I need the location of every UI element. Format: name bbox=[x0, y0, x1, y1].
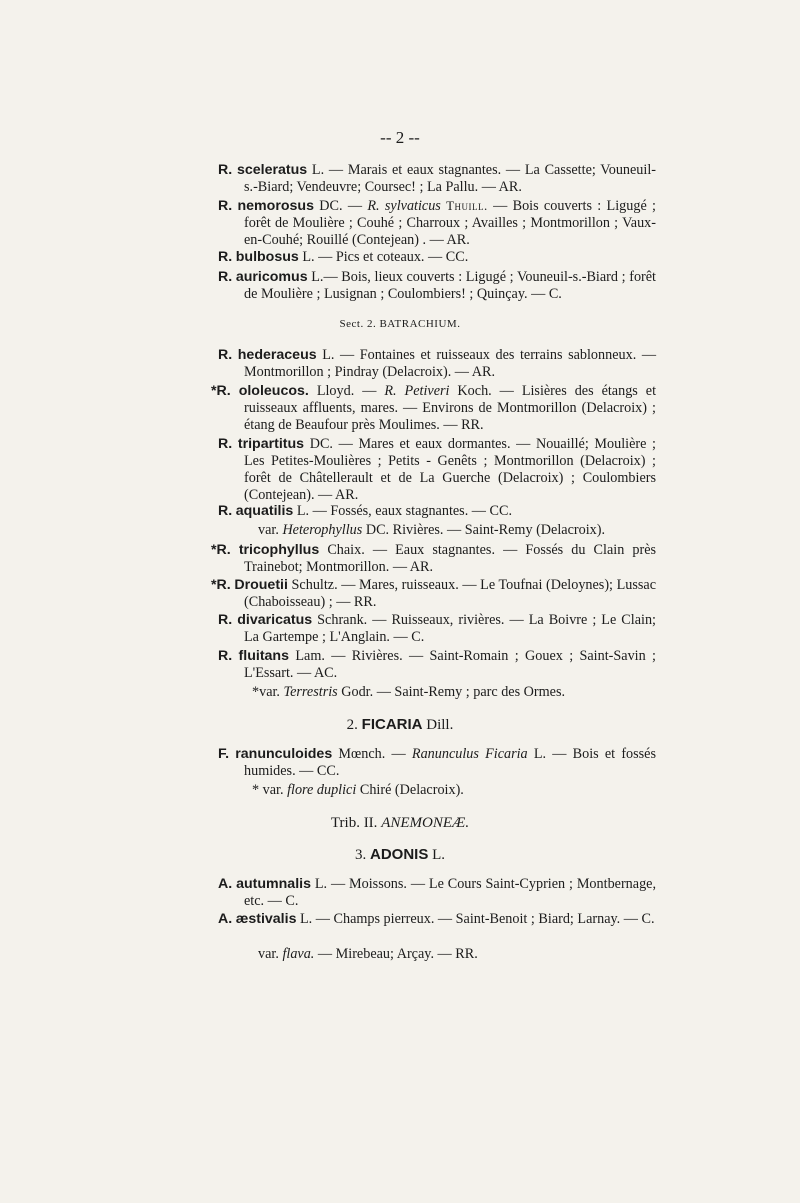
genus-heading bbox=[0, 846, 800, 864]
genus-author: Dill. bbox=[422, 717, 454, 733]
genus-abbreviation: R. bbox=[218, 162, 233, 178]
variety-text: — Mirebeau; Arçay. — RR. bbox=[314, 946, 478, 962]
species-entry bbox=[218, 876, 656, 910]
species-name: fluitans bbox=[238, 648, 289, 664]
entry-text: Mœnch. — bbox=[332, 746, 412, 762]
page-number: -- 2 -- bbox=[380, 128, 420, 147]
genus-heading bbox=[0, 716, 800, 734]
variety-name: Terrestris bbox=[283, 684, 338, 700]
variety-label: var. bbox=[258, 522, 283, 538]
entry-text: — Bois couverts : Ligugé ; forêt de Moulière ; Couhé ; Charroux ; Availles ; Montmorillon ; Vaux-en-Couhé; Rouillé (Contejean) . — AR. bbox=[244, 198, 656, 248]
species-name: sceleratus bbox=[236, 162, 308, 178]
species-name: aquatilis bbox=[235, 503, 294, 519]
tribe-heading bbox=[0, 815, 800, 832]
species-entry bbox=[211, 577, 656, 611]
species-entry bbox=[218, 746, 656, 780]
species-name: auricomus bbox=[235, 269, 308, 285]
species-entry bbox=[218, 249, 656, 266]
synonym-name: R. Petiveri bbox=[384, 383, 450, 399]
genus-abbreviation: F. bbox=[218, 746, 230, 762]
variety-text: Chiré (Delacroix). bbox=[356, 782, 464, 798]
synonym-name: R. sylvaticus bbox=[367, 198, 441, 214]
genus-number: 3. bbox=[354, 847, 367, 863]
genus-abbreviation: R. bbox=[218, 198, 233, 214]
variety-label: *var. bbox=[252, 684, 284, 700]
genus-abbreviation: R. bbox=[218, 436, 233, 452]
genus-abbreviation: *R. bbox=[211, 542, 231, 558]
genus-abbreviation: R. bbox=[218, 347, 233, 363]
genus-number: 2. bbox=[346, 717, 358, 733]
variety-text: DC. Rivières. — Saint-Remy (Delacroix). bbox=[362, 522, 606, 538]
species-entry bbox=[218, 197, 656, 249]
entry-text: Lam. — Rivières. — Saint-Romain ; Gouex ; Saint-Savin ; L'Essart. — AC. bbox=[244, 648, 656, 681]
entry-text: Lloyd. — bbox=[308, 383, 385, 399]
tribe-name: ANEMONEÆ. bbox=[381, 815, 470, 831]
genus-abbreviation: R. bbox=[218, 648, 233, 664]
genus-abbreviation: *R. bbox=[211, 577, 231, 593]
variety-line bbox=[252, 684, 565, 701]
entry-text: L. — Champs pierreux. — Saint-Benoit ; Biard; Larnay. — C. bbox=[296, 911, 655, 927]
species-entry bbox=[218, 269, 656, 303]
entry-text: L. — Moissons. — Le Cours Saint-Cyprien ; Montbernage, etc. — C. bbox=[244, 876, 657, 909]
species-name: bulbosus bbox=[235, 249, 299, 265]
species-entry bbox=[211, 383, 656, 434]
variety-line bbox=[252, 782, 464, 799]
tribe-label: Trib. II. bbox=[330, 815, 382, 831]
species-name: tripartitus bbox=[237, 436, 305, 452]
variety-name: Heterophyllus bbox=[282, 522, 363, 538]
species-entry bbox=[218, 436, 656, 504]
species-name: æstivalis bbox=[235, 911, 297, 927]
entry-text: DC. — bbox=[313, 198, 368, 214]
genus-abbreviation: *R. bbox=[211, 383, 231, 399]
entry-text: L. — Fossés, eaux stagnantes. — CC. bbox=[293, 503, 513, 519]
entry-text: L.— Bois, lieux couverts : Ligugé ; Vouneuil-s.-Biard ; forêt de Moulière ; Lusignan ; Coulombiers! ; Quinçay. — C. bbox=[244, 269, 656, 302]
species-name: ololeucos. bbox=[238, 383, 309, 399]
genus-abbreviation: R. bbox=[218, 249, 233, 265]
species-name: tricophyllus bbox=[238, 542, 320, 558]
genus-abbreviation: R. bbox=[218, 503, 233, 519]
species-entry bbox=[218, 911, 656, 928]
species-entry bbox=[218, 162, 656, 196]
variety-line bbox=[258, 522, 605, 539]
genus-abbreviation: A. bbox=[218, 876, 233, 892]
species-name: divaricatus bbox=[237, 612, 313, 628]
entry-text: Schultz. — Mares, ruisseaux. — Le Toufnai (Deloynes); Lussac (Chaboisseau) ; — RR. bbox=[244, 577, 657, 610]
synonym-name: Ranunculus Ficaria bbox=[411, 746, 528, 762]
entry-text: L. — Pics et coteaux. — CC. bbox=[298, 249, 469, 265]
genus-author: L. bbox=[428, 847, 445, 863]
variety-name: flore duplici bbox=[287, 782, 357, 798]
entry-text: DC. — Mares et eaux dormantes. — Nouaillé; Moulière ; Les Petites-Moulières ; Petits - Genêts ; Montmorillon (Delacroix) ; forêt de Châtellerault et de La Guerche (Delacroix) ; Coulombiers (Contejean). — AR. bbox=[244, 436, 657, 503]
species-entry bbox=[211, 542, 656, 576]
entry-text: Chaix. — Eaux stagnantes. — Fossés du Clain près Trainebot; Montmorillon. — AR. bbox=[244, 542, 657, 575]
variety-line bbox=[258, 946, 478, 963]
entry-text: L. — Fontaines et ruisseaux des terrains sablonneux. — Montmorillon ; Pindray (Delacroix). — AR. bbox=[244, 347, 657, 380]
genus-abbreviation: A. bbox=[218, 911, 233, 927]
genus-name: FICARIA bbox=[361, 716, 423, 733]
entry-text: L. — Bois et fossés humides. — CC. bbox=[244, 746, 656, 779]
author-name: Thuill. bbox=[440, 198, 488, 213]
species-name: nemorosus bbox=[237, 198, 314, 214]
variety-text: Godr. — Saint-Remy ; parc des Ormes. bbox=[337, 684, 566, 700]
species-entry bbox=[218, 503, 656, 520]
genus-abbreviation: R. bbox=[218, 612, 233, 628]
variety-label: var. bbox=[258, 946, 283, 962]
genus-name: ADONIS bbox=[369, 846, 429, 863]
entry-text: L. — Marais et eaux stagnantes. — La Cassette; Vouneuil-s.-Biard; Vendeuvre; Coursec! ; La Pallu. — AR. bbox=[244, 162, 657, 195]
species-name: Drouetii bbox=[234, 577, 288, 593]
species-name: autumnalis bbox=[236, 876, 311, 892]
genus-abbreviation: R. bbox=[218, 269, 233, 285]
species-entry bbox=[218, 612, 656, 646]
species-name: ranunculoides bbox=[235, 746, 333, 762]
entry-text: Koch. — Lisières des étangs et ruisseaux affluents, mares. — Environs de Montmorillon (Delacroix) ; étang de Beaufour près Moulimes. — RR. bbox=[244, 383, 657, 433]
section-heading: Sect. 2. BATRACHIUM. bbox=[339, 318, 461, 330]
entry-text: Schrank. — Ruisseaux, rivières. — La Boivre ; Le Clain; La Gartempe ; L'Anglain. — C. bbox=[244, 612, 656, 645]
variety-name: flava. bbox=[282, 946, 315, 962]
species-entry bbox=[218, 648, 656, 682]
species-entry bbox=[218, 347, 656, 381]
species-name: hederaceus bbox=[237, 347, 317, 363]
variety-label: * var. bbox=[252, 782, 288, 798]
